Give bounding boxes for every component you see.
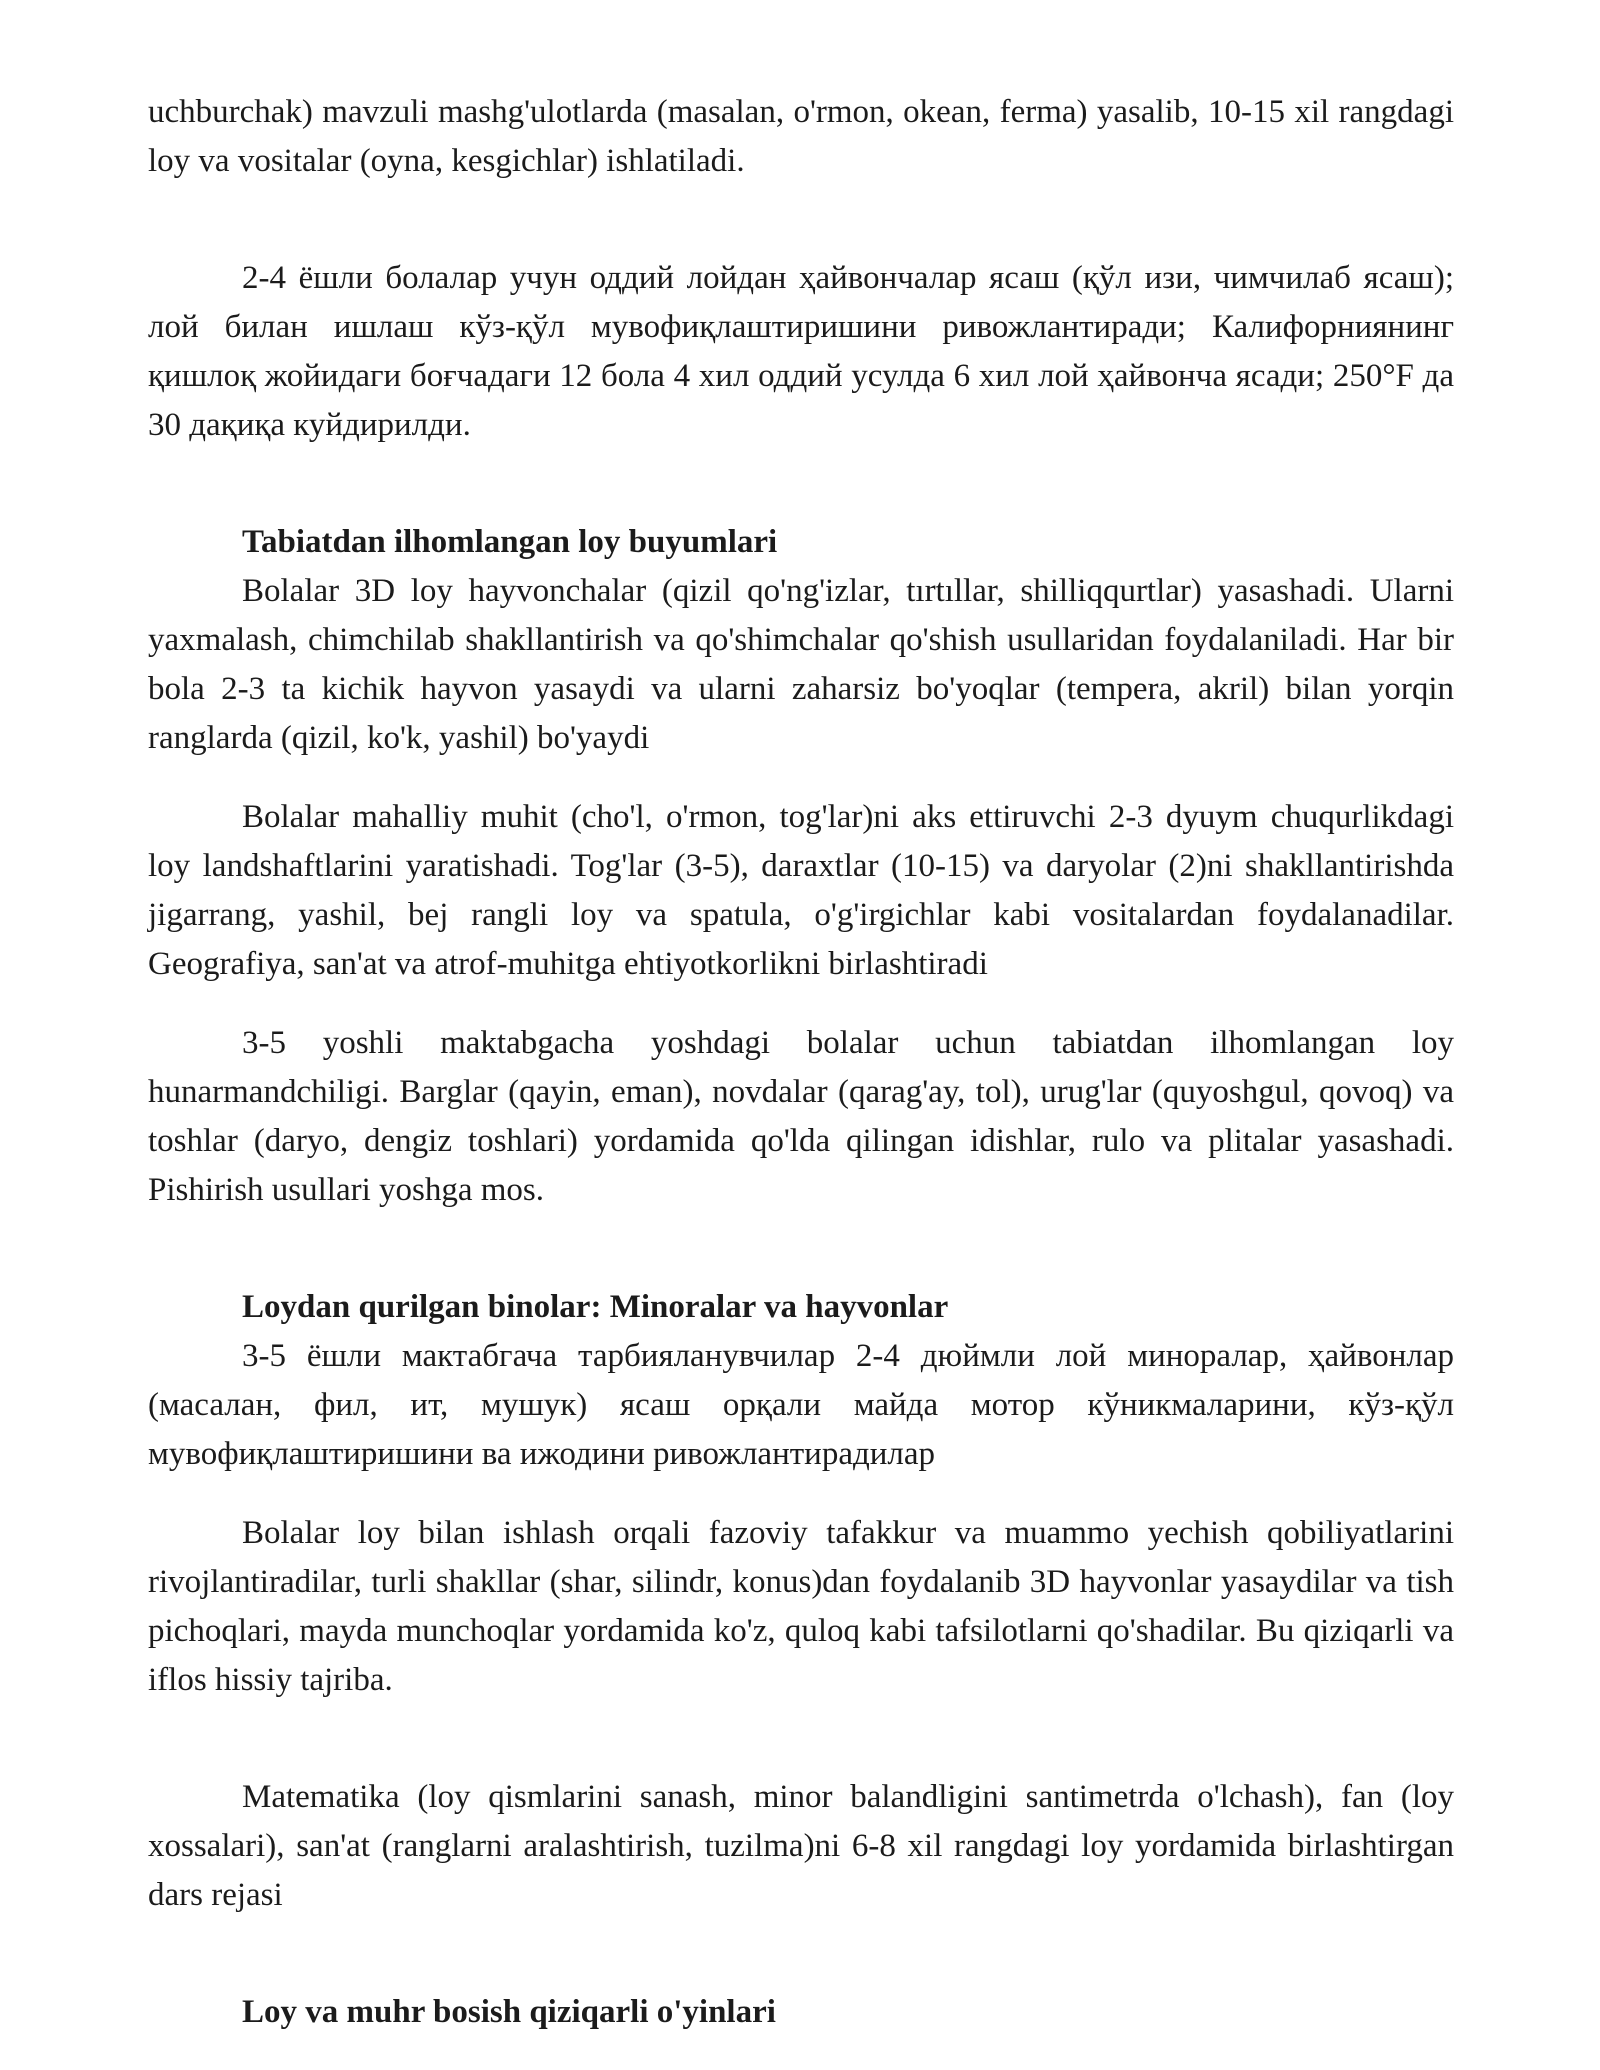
paragraph-7: Bolalar loy bilan ishlash orqali fazoviy tafakkur va muammo yechish qobiliyatlarini rivojlantiradilar, turli shakllar (shar, silindr, konus)dan foydalanib 3D hayvonlar yasaydilar va tish pichoqlari, mayda munchoqlar yordamida ko'z, quloq kabi tafsilotlarni qo'shadilar. Bu qiziqarli va iflos hissiy tajriba.: [148, 1515, 1454, 1698]
paragraph-1: uchburchak) mavzuli mashg'ulotlarda (masalan, o'rmon, okean, ferma) yasalib, 10-15 xil rangdagi loy va vositalar (oyna, kesgichlar) ishlatiladi.: [148, 94, 1454, 179]
paragraph-6: 3-5 ёшли мактабгача тарбияланувчилар 2-4 дюймли лой миноралар, ҳайвонлар (масалан, фил, ит, мушук) ясаш орқали майда мотор кўникмаларини, кўз-қўл мувофиқлаштиришини ва ижодини ривожлантирадилар: [148, 1338, 1454, 1472]
paragraph-5: 3-5 yoshli maktabgacha yoshdagi bolalar uchun tabiatdan ilhomlangan loy hunarmandchiligi. Barglar (qayin, eman), novdalar (qarag'ay, tol), urug'lar (quyoshgul, qovoq) va toshlar (daryo, dengiz toshlari) yordamida qo'lda qilingan idishlar, rulo va plitalar yasashadi. Pishirish usullari yoshga mos.: [148, 1025, 1454, 1208]
section-heading-2: Loydan qurilgan binolar: Minoralar va hayvonlar: [242, 1289, 949, 1325]
section-heading-3: Loy va muhr bosish qiziqarli o'yinlari: [242, 1994, 776, 2030]
paragraph-4: Bolalar mahalliy muhit (cho'l, o'rmon, tog'lar)ni aks ettiruvchi 2-3 dyuym chuqurlikdagi loy landshaftlarini yaratishadi. Tog'lar (3-5), daraxtlar (10-15) va daryolar (2)ni shakllantirishda jigarrang, yashil, bej rangli loy va spatula, o'g'irgichlar kabi vositalardan foydalanadilar. Geografiya, san'at va atrof-muhitga ehtiyotkorlikni birlashtiradi: [148, 799, 1454, 982]
paragraph-2: 2-4 ёшли болалар учун оддий лойдан ҳайвончалар ясаш (қўл изи, чимчилаб ясаш); лой билан ишлаш кўз-қўл мувофиқлаштиришини ривожлантиради; Калифорниянинг қишлоқ жойидаги боғчадаги 12 бола 4 хил оддий усулда 6 хил лой ҳайвонча ясади; 250°F да 30 дақиқа куйдирилди.: [148, 260, 1454, 443]
section-heading-1: Tabiatdan ilhomlangan loy buyumlari: [242, 524, 778, 560]
document-page: [148, 88, 1454, 2037]
paragraph-8: Matematika (loy qismlarini sanash, minor balandligini santimetrda o'lchash), fan (loy xossalari), san'at (ranglarni aralashtirish, tuzilma)ni 6-8 xil rangdagi loy yordamida birlashtirgan dars rejasi: [148, 1779, 1454, 1913]
paragraph-3: Bolalar 3D loy hayvonchalar (qizil qo'ng'izlar, tırtıllar, shilliqqurtlar) yasashadi. Ularni yaxmalash, chimchilab shakllantirish va qo'shimchalar qo'shish usullaridan foydalaniladi. Har bir bola 2-3 ta kichik hayvon yasaydi va ularni zaharsiz bo'yoqlar (tempera, akril) bilan yorqin ranglarda (qizil, ko'k, yashil) bo'yaydi: [148, 573, 1454, 756]
